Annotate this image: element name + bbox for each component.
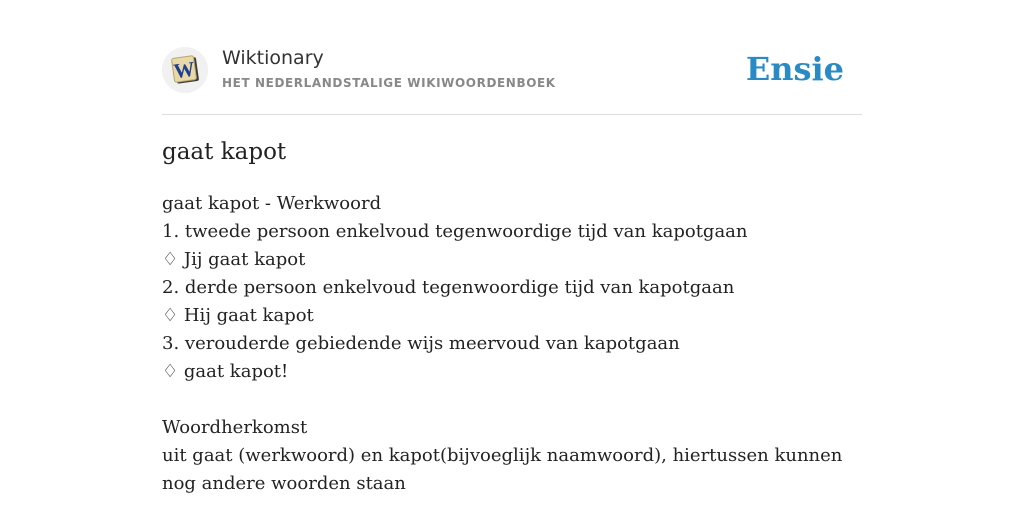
ensie-brand-link[interactable]: Ensie	[745, 50, 844, 88]
wiktionary-logo-icon[interactable]	[162, 47, 208, 93]
header	[162, 0, 862, 115]
definition-3-example: ♢ gaat kapot!	[162, 361, 289, 382]
site-tagline: HET NEDERLANDSTALIGE WIKIWOORDENBOEK	[222, 76, 556, 90]
site-name[interactable]: Wiktionary	[222, 47, 324, 69]
page	[162, 0, 862, 494]
definition-3: 3. verouderde gebiedende wijs meervoud van kapotgaan	[162, 333, 680, 354]
entry-heading-line: gaat kapot - Werkwoord	[162, 193, 382, 214]
entry-content	[162, 190, 862, 498]
definition-1: 1. tweede persoon enkelvoud tegenwoordige tijd van kapotgaan	[162, 221, 748, 242]
logo-letter: W	[172, 56, 197, 84]
spacer	[162, 386, 862, 414]
page-title: gaat kapot	[162, 139, 287, 165]
definition-2-example: ♢ Hij gaat kapot	[162, 305, 314, 326]
definition-1-example: ♢ Jij gaat kapot	[162, 249, 306, 270]
etymology-heading: Woordherkomst	[162, 417, 308, 438]
definition-2: 2. derde persoon enkelvoud tegenwoordige tijd van kapotgaan	[162, 277, 735, 298]
etymology-text: uit gaat (werkwoord) en kapot(bijvoeglijk naamwoord), hiertussen kunnen nog andere woorden staan	[162, 445, 843, 494]
